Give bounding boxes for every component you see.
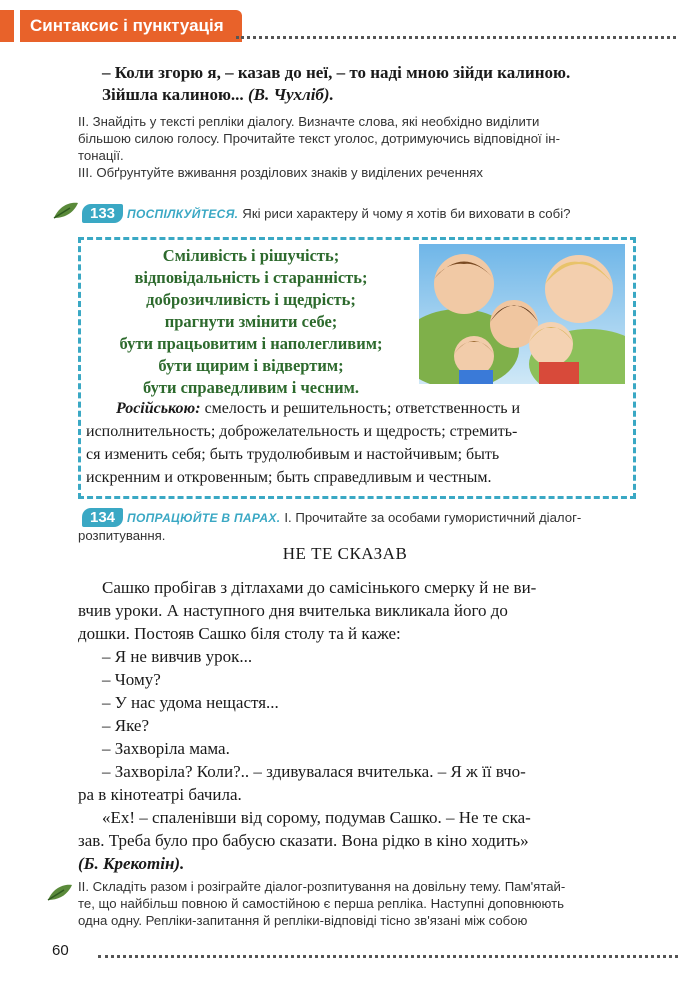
header-stripe [0,10,14,42]
task-number-badge: 134 [82,508,123,527]
leaf-icon [46,882,74,909]
trait-line: бути справедливим і чесним. [142,378,359,397]
story-line: – Я не вивчив урок... [102,647,253,666]
russian-line [86,397,630,420]
instruction-line: ІІІ. Обґрунтуйте вживання розділових знаків у виділених реченнях [78,165,483,180]
instruction-line: ІІ. Знайдіть у тексті репліки діалогу. Визначте слова, які необхідно виділити [78,114,540,129]
instructions-top [78,113,638,181]
story-line: ра в кінотеатрі бачила. [78,785,242,804]
intro-text: Зійшла калиною... [102,85,248,104]
footer-dotted-line [98,955,678,958]
trait-line: Сміливість і рішучість; [162,246,340,265]
story-line: – У нас удома нещастя... [102,693,279,712]
instruction-line: одна одну. Репліки-запитання й репліки-відповіді тісно зв'язані між собою [78,913,528,928]
story-line: Сашко пробігав з дітлахами до самісінького смерку й не ви- [102,578,537,597]
russian-paragraph [86,397,630,489]
section-title: Синтаксис і пунктуація [20,10,242,42]
instructions-bottom [78,878,640,929]
task-label: ПОСПІЛКУЙТЕСЯ. [127,207,239,221]
instruction-line: тонації. [78,148,124,163]
intro-author: (В. Чухліб). [247,85,334,104]
children-photo [419,244,625,384]
task-text: І. Прочитайте за особами гумористичний діалог- [284,510,582,525]
story-text [78,576,638,875]
russian-line: ся изменить себя; быть трудолюбивым и настойчивым; быть [86,446,500,463]
story-line: зав. Треба було про бабусю сказати. Вона рідко в кіно ходить» [78,831,529,850]
story-line: – Чому? [102,670,161,689]
story-title: НЕ ТЕ СКАЗАВ [282,544,408,563]
story-line: вчив уроки. А наступного дня вчителька викликала його до [78,601,508,620]
intro-line-1: – Коли згорю я, – казав до неї, – то наді мною зійди калиною. [102,63,571,82]
story-line: дошки. Постояв Сашко біля столу та й каже: [78,624,401,643]
instruction-line: ІІ. Складіть разом і розіграйте діалог-розпитування на довільну тему. Пам'ятай- [78,879,566,894]
russian-line: искренним и откровенным; быть справедливым и честным. [86,469,492,486]
instruction-line: те, що найбільш повною й самостійною є перша репліка. Наступні доповнюють [78,896,565,911]
russian-line: исполнительность; доброжелательность и щедрость; стремить- [86,423,518,440]
page-number: 60 [52,942,69,959]
trait-line: прагнути змінити себе; [164,312,338,331]
task-label: ПОПРАЦЮЙТЕ В ПАРАХ. [127,511,281,525]
trait-line: відповідальність і старанність; [134,268,368,287]
story-line: – Яке? [102,716,150,735]
trait-line: доброзичливість і щедрість; [146,290,356,309]
task-134-header [82,508,581,527]
russian-text: смелость и решительность; ответственность и [200,400,521,417]
traits-list [86,245,416,399]
russian-label: Російською: [116,400,201,417]
story-author: (Б. Крекотін). [78,854,185,873]
trait-line: бути щирим і відвертим; [158,356,344,375]
header-dotted-line [236,36,676,39]
task-text-continuation: розпитування. [78,528,166,543]
task-133-header [82,204,570,223]
instruction-line: більшою силою голосу. Прочитайте текст уголос, дотримуючись відповідної ін- [78,131,560,146]
story-line: – Захворіла мама. [102,739,230,758]
task-text: Які риси характеру й чому я хотів би виховати в собі? [242,206,571,221]
task-number-badge: 133 [82,204,123,223]
intro-line-2 [102,84,334,106]
trait-line: бути працьовитим і наполегливим; [119,334,383,353]
leaf-icon [52,200,80,227]
story-line: – Захворіла? Коли?.. – здивувалася вчителька. – Я ж її вчо- [102,762,526,781]
story-line: «Ех! – спаленівши від сорому, подумав Сашко. – Не те ска- [102,808,531,827]
